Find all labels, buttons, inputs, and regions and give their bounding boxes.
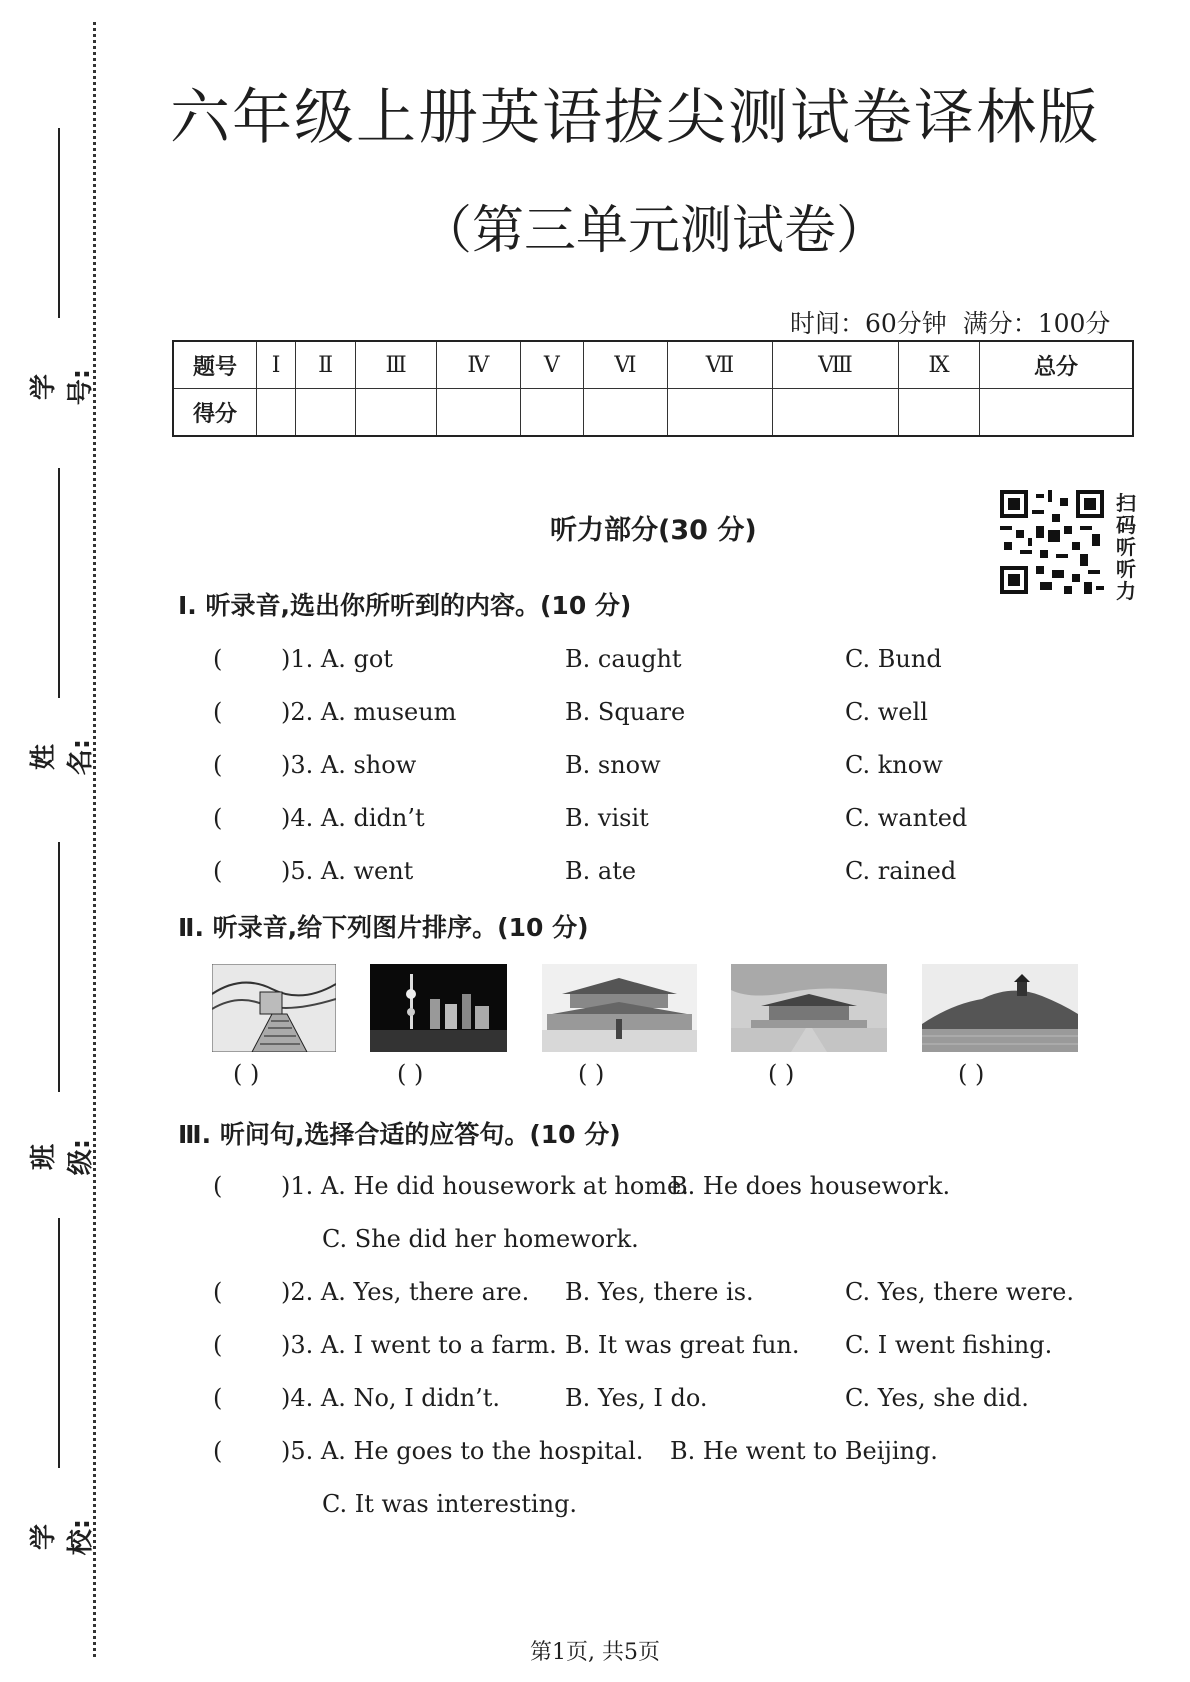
answer-blank[interactable]: ( — [213, 1437, 223, 1465]
summer-palace-picture — [922, 964, 1078, 1052]
option-a: )1. A. He did housework at home. — [281, 1172, 689, 1200]
option-b: B. Square — [565, 698, 686, 726]
score-col-5: Ⅴ — [520, 341, 583, 389]
score-table — [172, 340, 1134, 437]
score-cell[interactable] — [257, 389, 296, 437]
forbidden-city-picture — [731, 964, 887, 1052]
option-a: )4. A. No, I didn’t. — [281, 1384, 501, 1412]
great-wall-picture — [212, 964, 336, 1052]
option-c: C. well — [845, 698, 928, 726]
score-col-3: Ⅲ — [356, 341, 437, 389]
option-a: )2. A. Yes, there are. — [281, 1278, 530, 1306]
page-subtitle: （第三单元测试卷） — [420, 201, 889, 261]
score-cell-total[interactable] — [980, 389, 1134, 437]
option-c: C. Yes, she did. — [845, 1384, 1029, 1412]
option-a: )1. A. got — [281, 645, 393, 673]
option-b: B. He does housework. — [670, 1172, 951, 1200]
name-line — [58, 468, 60, 698]
option-b: B. caught — [565, 645, 682, 673]
score-cell[interactable] — [520, 389, 583, 437]
option-b: B. ate — [565, 857, 637, 885]
student-no-label: 学号: — [29, 368, 96, 406]
score-table-label-score: 得分 — [173, 389, 257, 437]
option-b: B. Yes, I do. — [565, 1384, 708, 1412]
school-line — [58, 1218, 60, 1468]
score-col-1: Ⅰ — [257, 341, 296, 389]
name-label: 姓名: — [29, 738, 96, 776]
score-col-2: Ⅱ — [296, 341, 356, 389]
picture-4-answer[interactable]: ( ) — [768, 1060, 795, 1088]
score-cell[interactable] — [296, 389, 356, 437]
answer-blank[interactable]: ( — [213, 645, 223, 673]
score-col-4: Ⅳ — [437, 341, 521, 389]
option-c: C. Bund — [845, 645, 942, 673]
picture-3-answer[interactable]: ( ) — [578, 1060, 605, 1088]
class-label: 班级: — [29, 1138, 96, 1176]
qr-caption: 扫码听听力 — [1116, 491, 1136, 603]
score-table-header-row — [173, 341, 1133, 389]
option-b: B. Yes, there is. — [565, 1278, 754, 1306]
picture-5-answer[interactable]: ( ) — [958, 1060, 985, 1088]
shanghai-night-picture — [370, 964, 507, 1052]
section-1-heading: Ⅰ. 听录音,选出你所听到的内容。(10 分) — [178, 591, 632, 620]
option-c: C. know — [845, 751, 943, 779]
option-a: )5. A. went — [281, 857, 414, 885]
score-table-score-row — [173, 389, 1133, 437]
option-c: C. I went fishing. — [845, 1331, 1053, 1359]
listening-part-title: 听力部分(30 分) — [550, 515, 757, 546]
score-cell[interactable] — [583, 389, 667, 437]
exam-full-score: 满分：100分 — [962, 309, 1111, 338]
score-cell[interactable] — [667, 389, 772, 437]
option-a: )3. A. show — [281, 751, 417, 779]
option-b: B. It was great fun. — [565, 1331, 800, 1359]
section-2-heading: Ⅱ. 听录音,给下列图片排序。(10 分) — [178, 913, 589, 942]
option-b: B. visit — [565, 804, 649, 832]
answer-blank[interactable]: ( — [213, 1278, 223, 1306]
option-c: C. She did her homework. — [322, 1225, 639, 1253]
score-cell[interactable] — [356, 389, 437, 437]
school-label: 学校: — [29, 1518, 96, 1556]
answer-blank[interactable]: ( — [213, 698, 223, 726]
option-a: )2. A. museum — [281, 698, 457, 726]
exam-time: 时间：60分钟 — [790, 309, 947, 338]
page-footer: 第1页, 共5页 — [530, 1640, 660, 1665]
score-table-label-qno: 题号 — [173, 341, 257, 389]
answer-blank[interactable]: ( — [213, 1384, 223, 1412]
option-b: B. He went to Beijing. — [670, 1437, 938, 1465]
answer-blank[interactable]: ( — [213, 1331, 223, 1359]
picture-1-answer[interactable]: ( ) — [233, 1060, 260, 1088]
option-c: C. wanted — [845, 804, 968, 832]
tiananmen-square-picture — [542, 964, 697, 1052]
binding-dotted-line — [93, 22, 96, 1657]
exam-meta — [790, 304, 1170, 340]
score-cell[interactable] — [437, 389, 521, 437]
option-c: C. Yes, there were. — [845, 1278, 1074, 1306]
section-3-heading: Ⅲ. 听问句,选择合适的应答句。(10 分) — [178, 1120, 621, 1149]
option-a: )4. A. didn’t — [281, 804, 425, 832]
answer-blank[interactable]: ( — [213, 1172, 223, 1200]
score-col-total: 总分 — [980, 341, 1134, 389]
option-c: C. It was interesting. — [322, 1490, 578, 1518]
score-cell[interactable] — [898, 389, 979, 437]
answer-blank[interactable]: ( — [213, 751, 223, 779]
option-c: C. rained — [845, 857, 957, 885]
score-col-7: Ⅶ — [667, 341, 772, 389]
picture-2-answer[interactable]: ( ) — [397, 1060, 424, 1088]
option-b: B. snow — [565, 751, 661, 779]
option-a: )5. A. He goes to the hospital. — [281, 1437, 644, 1465]
score-cell[interactable] — [772, 389, 898, 437]
qr-code-icon[interactable] — [1000, 490, 1104, 594]
class-line — [58, 842, 60, 1092]
option-a: )3. A. I went to a farm. — [281, 1331, 557, 1359]
answer-blank[interactable]: ( — [213, 857, 223, 885]
page-title: 六年级上册英语拔尖测试卷译林版 — [170, 83, 1100, 153]
score-col-9: Ⅸ — [898, 341, 979, 389]
student-no-line — [58, 128, 60, 318]
score-col-6: Ⅵ — [583, 341, 667, 389]
answer-blank[interactable]: ( — [213, 804, 223, 832]
score-col-8: Ⅷ — [772, 341, 898, 389]
